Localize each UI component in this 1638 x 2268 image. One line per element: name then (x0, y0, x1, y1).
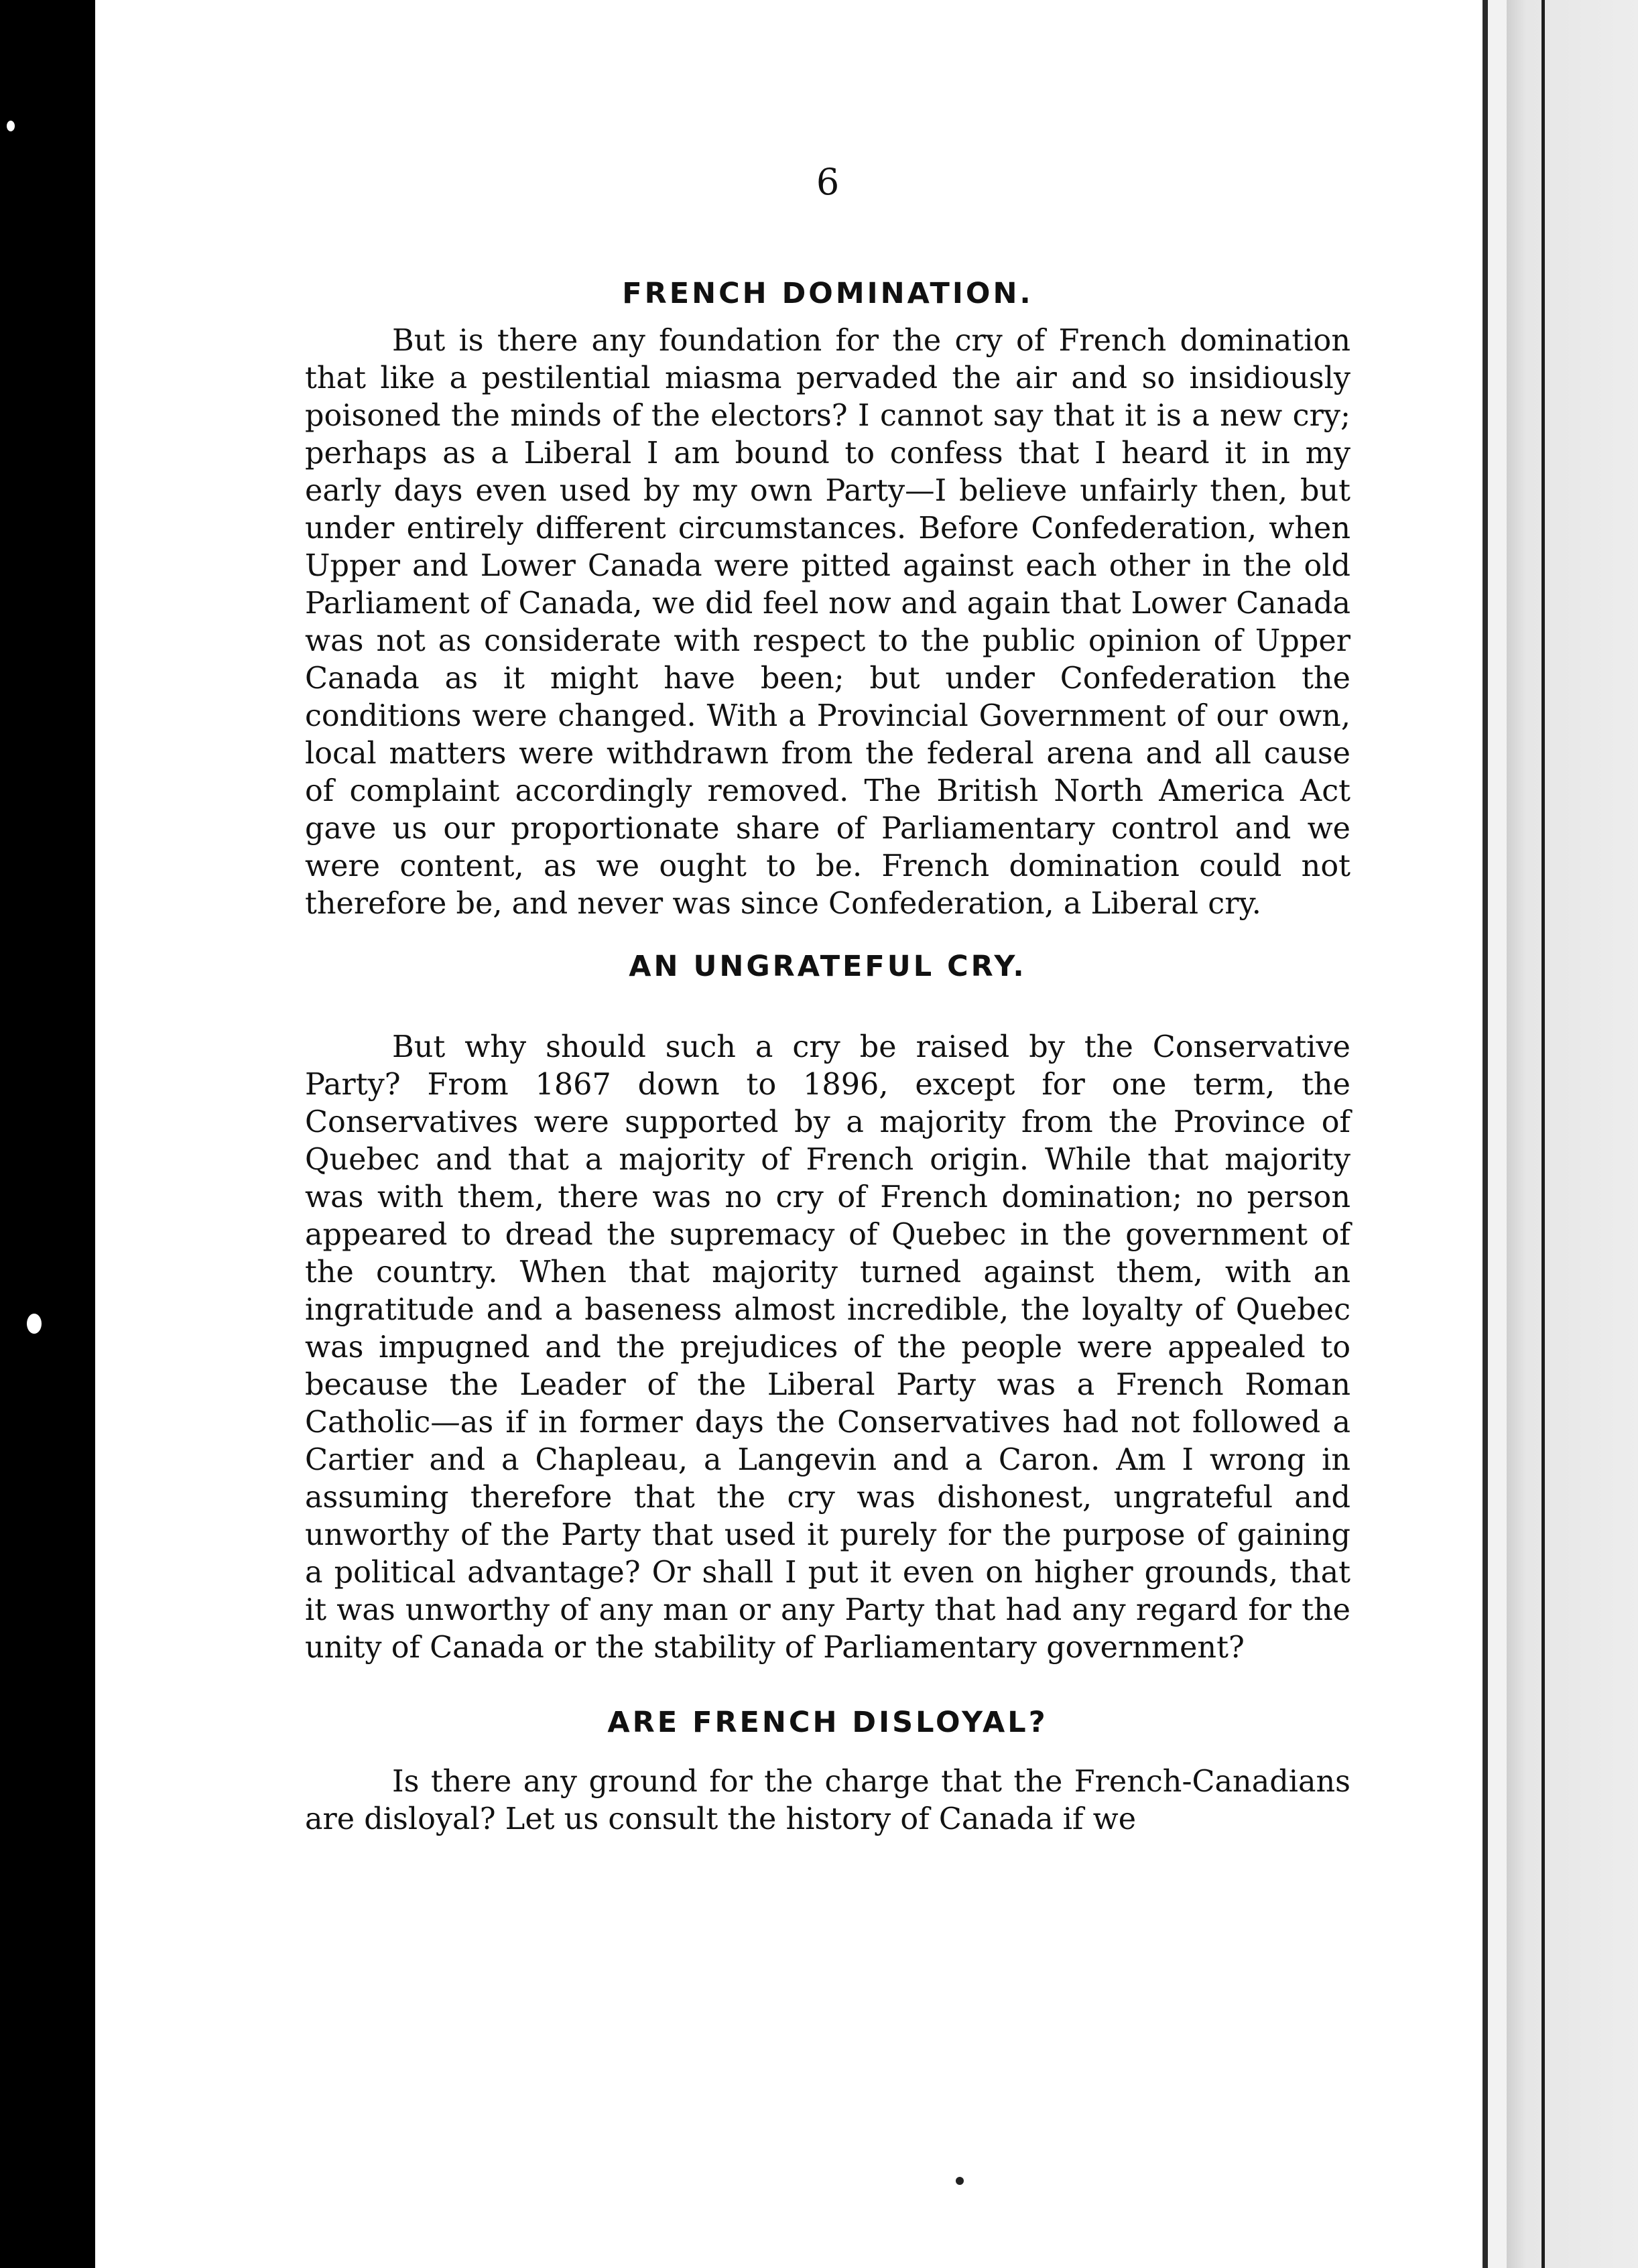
page-edge-gap (1488, 0, 1507, 2268)
section-heading-ungrateful-cry: AN UNGRATEFUL CRY. (629, 950, 1027, 983)
paragraph: But why should such a cry be raised by the Conservative Party? From 1867 down to 1896, except for one term, the Conservatives were supported by a majority from the Province of Quebec and that a majority of French origin. While that majority was with them, there was no cry of French domination; no person appeared to dread the supremacy of Quebec in the government of the country. When that majority turned against them, with an ingratitude and a baseness almost incredible, the loyalty of Quebec was impugned and the prejudices of the people were appealed to because the Leader of the Liberal Party was a French Roman Catholic—as if in former days the Conservatives had not followed a Cartier and a Chapleau, a Langevin and a Caron. Am I wrong in assuming therefore that the cry was dishonest, ungrateful and unworthy of the Party that used it purely for the purpose of gaining a political advantage? Or shall I put it even on higher grounds, that it was unworthy of any man or any Party that had any regard for the unity of Canada or the stability of Parliamentary government? (305, 1030, 1350, 1665)
document-page (305, 161, 1350, 1838)
next-page-edge (1507, 0, 1638, 2268)
paragraph: Is there any ground for the charge that the French-Canadians are disloyal? Let us consult the history of Canada if we (305, 1765, 1350, 1836)
scan-left-margin (0, 0, 95, 2268)
page-number: 6 (816, 161, 840, 203)
scan-speck (7, 121, 15, 131)
next-page-edge-line (1541, 0, 1545, 2268)
section-heading-french-domination: FRENCH DOMINATION. (622, 277, 1033, 310)
section-heading-french-disloyal: ARE FRENCH DISLOYAL? (607, 1706, 1048, 1739)
paragraph: But is there any foundation for the cry of French domination that like a pestilential miasma pervaded the air and so insidiously poisoned the minds of the electors? I cannot say that it is a new cry; perhaps as a Liberal I am bound to confess that I heard it in my early days even used by my own Party—I believe unfairly then, but under entirely different circumstances. Before Confederation, when Upper and Lower Canada were pitted against each other in the old Parliament of Canada, we did feel now and again that Lower Canada was not as considerate with respect to the public opinion of Upper Canada as it might have been; but under Confederation the conditions were changed. With a Provincial Government of our own, local matters were withdrawn from the federal arena and all cause of complaint accordingly removed. The British North America Act gave us our proportionate share of Parliamentary control and we were content, as we ought to be. French domination could not therefore be, and never was since Confederation, a Liberal cry. (305, 324, 1350, 921)
scan-speck (956, 2177, 964, 2185)
page-edge-shadow (1483, 0, 1488, 2268)
scan-speck (27, 1314, 42, 1334)
